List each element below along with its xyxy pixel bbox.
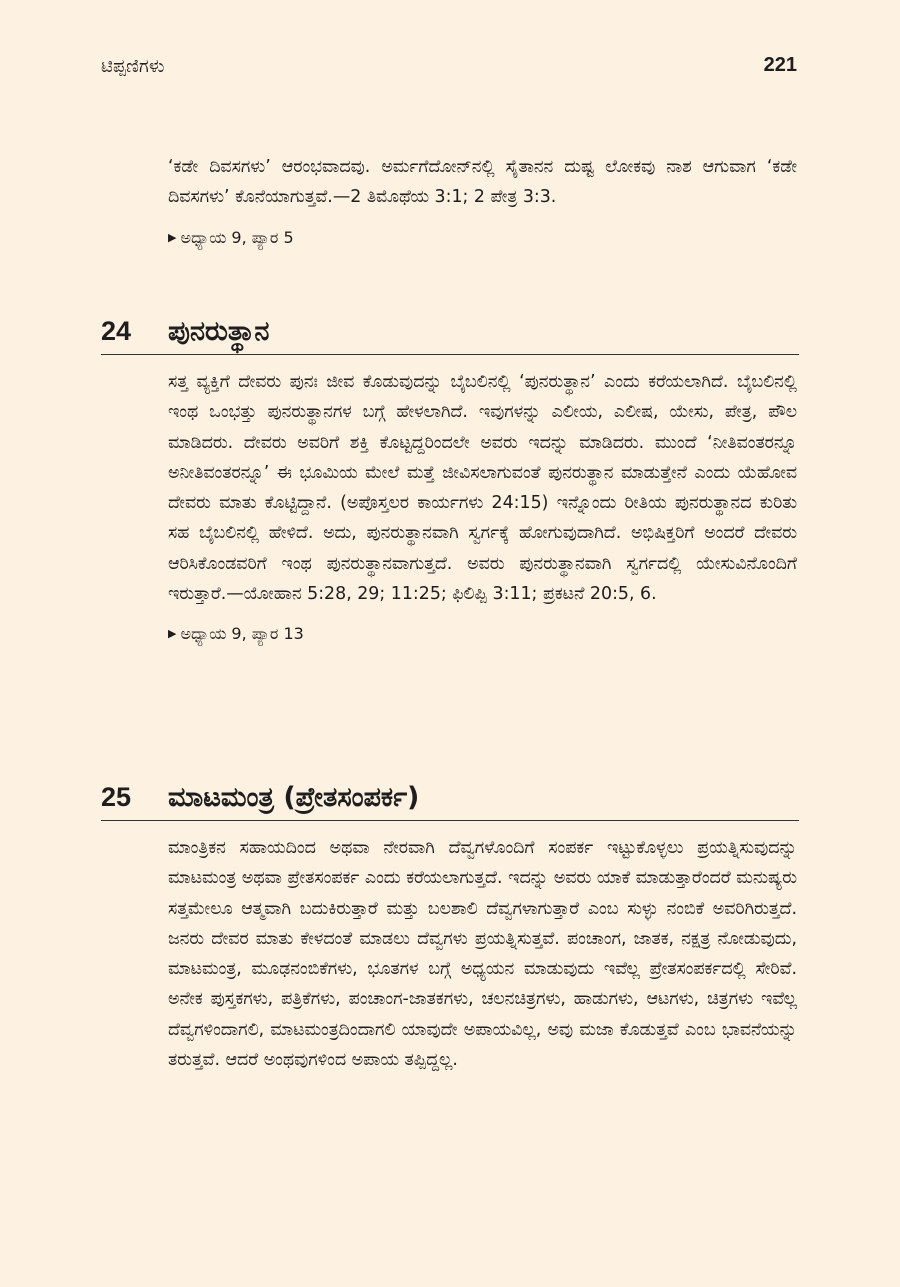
section-chapter-ref [168, 621, 799, 647]
section-body [168, 833, 799, 1075]
page-number: 221 [763, 54, 797, 76]
intro-block [168, 152, 799, 251]
running-head: ಟಿಪ್ಪಣಿಗಳು [101, 56, 165, 77]
intro-ref-text: ಅಧ್ಯಾಯ 9, ಪ್ಯಾರ 5 [180, 227, 294, 247]
section-title: ಮಾಟಮಂತ್ರ (ಪ್ರೇತಸಂಪರ್ಕ) [168, 782, 420, 813]
section-heading [101, 782, 799, 821]
section-ref-text: ಅಧ್ಯಾಯ 9, ಪ್ಯಾರ 13 [180, 624, 304, 644]
intro-chapter-ref [168, 225, 799, 251]
section-number: 25 [101, 782, 132, 812]
section-number: 24 [101, 316, 132, 346]
intro-paragraph: ‘ಕಡೇ ದಿವಸಗಳು’ ಆರಂಭವಾದವು. ಅರ್ಮಗೆದೋನ್‌ನಲ್ಲಿ ಸೈತಾನನ ದುಷ್ಟ ಲೋಕವು ನಾಶ ಆಗುವಾಗ ‘ಕಡೇ ದಿವಸಗಳು’ ಕೊನೆಯಾಗುತ್ತವೆ.—2 ತಿಮೊಥೆಯ 3:1; 2 ಪೇತ್ರ 3:3. [168, 157, 797, 208]
section-body [168, 367, 799, 647]
section-paragraph: ಸತ್ತ ವ್ಯಕ್ತಿಗೆ ದೇವರು ಪುನಃ ಜೀವ ಕೊಡುವುದನ್ನು ಬೈಬಲಿನಲ್ಲಿ ‘ಪುನರುತ್ಥಾನ’ ಎಂದು ಕರೆಯಲಾಗಿದೆ. ಬೈಬಲಿನಲ್ಲಿ ಇಂಥ ಒಂಭತ್ತು ಪುನರುತ್ಥಾನಗಳ ಬಗ್ಗೆ ಹೇಳಲಾಗಿದೆ. ಇವುಗಳನ್ನು ಎಲೀಯ, ಎಲೀಷ, ಯೇಸು, ಪೇತ್ರ, ಪೌಲ ಮಾಡಿದರು. ದೇವರು ಅವರಿಗೆ ಶಕ್ತಿ ಕೊಟ್ಟದ್ದರಿಂದಲೇ ಅವರು ಇದನ್ನು ಮಾಡಿದರು. ಮುಂದೆ ‘ನೀತಿವಂತರನ್ನೂ ಅನೀತಿವಂತರನ್ನೂ’ ಈ ಭೂಮಿಯ ಮೇಲೆ ಮತ್ತೆ ಜೀವಿಸಲಾಗುವಂತೆ ಪುನರುತ್ಥಾನ ಮಾಡುತ್ತೇನೆ ಎಂದು ಯೆಹೋವ ದೇವರು ಮಾತು ಕೊಟ್ಟಿದ್ದಾನೆ. (ಅಪೊಸ್ತಲರ ಕಾರ್ಯಗಳು 24:15) ಇನ್ನೊಂದು ರೀತಿಯ ಪುನರುತ್ಥಾನದ ಕುರಿತು ಸಹ ಬೈಬಲಿನಲ್ಲಿ ಹೇಳಿದೆ. ಅದು, ಪುನರುತ್ಥಾನವಾಗಿ ಸ್ವರ್ಗಕ್ಕೆ ಹೋಗುವುದಾಗಿದೆ. ಅಭಿಷಿಕ್ತರಿಗೆ ಅಂದರೆ ದೇವರು ಆರಿಸಿಕೊಂಡವರಿಗೆ ಇಂಥ ಪುನರುತ್ಥಾನವಾಗುತ್ತದೆ. ಅವರು ಪುನರುತ್ಥಾನವಾಗಿ ಸ್ವರ್ಗದಲ್ಲಿ ಯೇಸುವಿನೊಂದಿಗೆ ಇರುತ್ತಾರೆ.—ಯೋಹಾನ 5:28, 29; 11:25; ಫಿಲಿಪ್ಪಿ 3:11; ಪ್ರಕಟನೆ 20:5, 6. [168, 372, 797, 605]
section-heading [101, 316, 799, 355]
section-24 [101, 316, 799, 647]
section-paragraph: ಮಾಂತ್ರಿಕನ ಸಹಾಯದಿಂದ ಅಥವಾ ನೇರವಾಗಿ ದೆವ್ವಗಳೊಂದಿಗೆ ಸಂಪರ್ಕ ಇಟ್ಟುಕೊಳ್ಳಲು ಪ್ರಯತ್ನಿಸುವುದನ್ನು ಮಾಟಮಂತ್ರ ಅಥವಾ ಪ್ರೇತಸಂಪರ್ಕ ಎಂದು ಕರೆಯಲಾಗುತ್ತದೆ. ಇದನ್ನು ಅವರು ಯಾಕೆ ಮಾಡುತ್ತಾರೆಂದರೆ ಮನುಷ್ಯರು ಸತ್ತಮೇಲೂ ಆತ್ಮವಾಗಿ ಬದುಕಿರುತ್ತಾರೆ ಮತ್ತು ಬಲಶಾಲಿ ದೆವ್ವಗಳಾಗುತ್ತಾರೆ ಎಂಬ ಸುಳ್ಳು ನಂಬಿಕೆ ಅವರಿಗಿರುತ್ತದೆ. ಜನರು ದೇವರ ಮಾತು ಕೇಳದಂತೆ ಮಾಡಲು ದೆವ್ವಗಳು ಪ್ರಯತ್ನಿಸುತ್ತವೆ. ಪಂಚಾಂಗ, ಜಾತಕ, ನಕ್ಷತ್ರ ನೋಡುವುದು, ಮಾಟಮಂತ್ರ, ಮೂಢನಂಬಿಕೆಗಳು, ಭೂತಗಳ ಬಗ್ಗೆ ಅಧ್ಯಯನ ಮಾಡುವುದು ಇವೆಲ್ಲ ಪ್ರೇತಸಂಪರ್ಕದಲ್ಲಿ ಸೇರಿವೆ. ಅನೇಕ ಪುಸ್ತಕಗಳು, ಪತ್ರಿಕೆಗಳು, ಪಂಚಾಂಗ-ಜಾತಕಗಳು, ಚಲನಚಿತ್ರಗಳು, ಹಾಡುಗಳು, ಆಟಗಳು, ಚಿತ್ರಗಳು ಇವೆಲ್ಲ ದೆವ್ವಗಳಿಂದಾಗಲಿ, ಮಾಟಮಂತ್ರದಿಂದಾಗಲಿ ಯಾವುದೇ ಅಪಾಯವಿಲ್ಲ, ಅವು ಮಜಾ ಕೊಡುತ್ತವೆ ಎಂಬ ಭಾವನೆಯನ್ನು ತರುತ್ತವೆ. ಆದರೆ ಅಂಥವುಗಳಿಂದ ಅಪಾಯ ತಪ್ಪಿದ್ದಲ್ಲ. [168, 838, 797, 1071]
section-title: ಪುನರುತ್ಥಾನ [168, 316, 270, 347]
section-25 [101, 782, 799, 1075]
triangle-bullet-icon: ▶ [168, 627, 177, 641]
triangle-bullet-icon: ▶ [168, 230, 177, 244]
